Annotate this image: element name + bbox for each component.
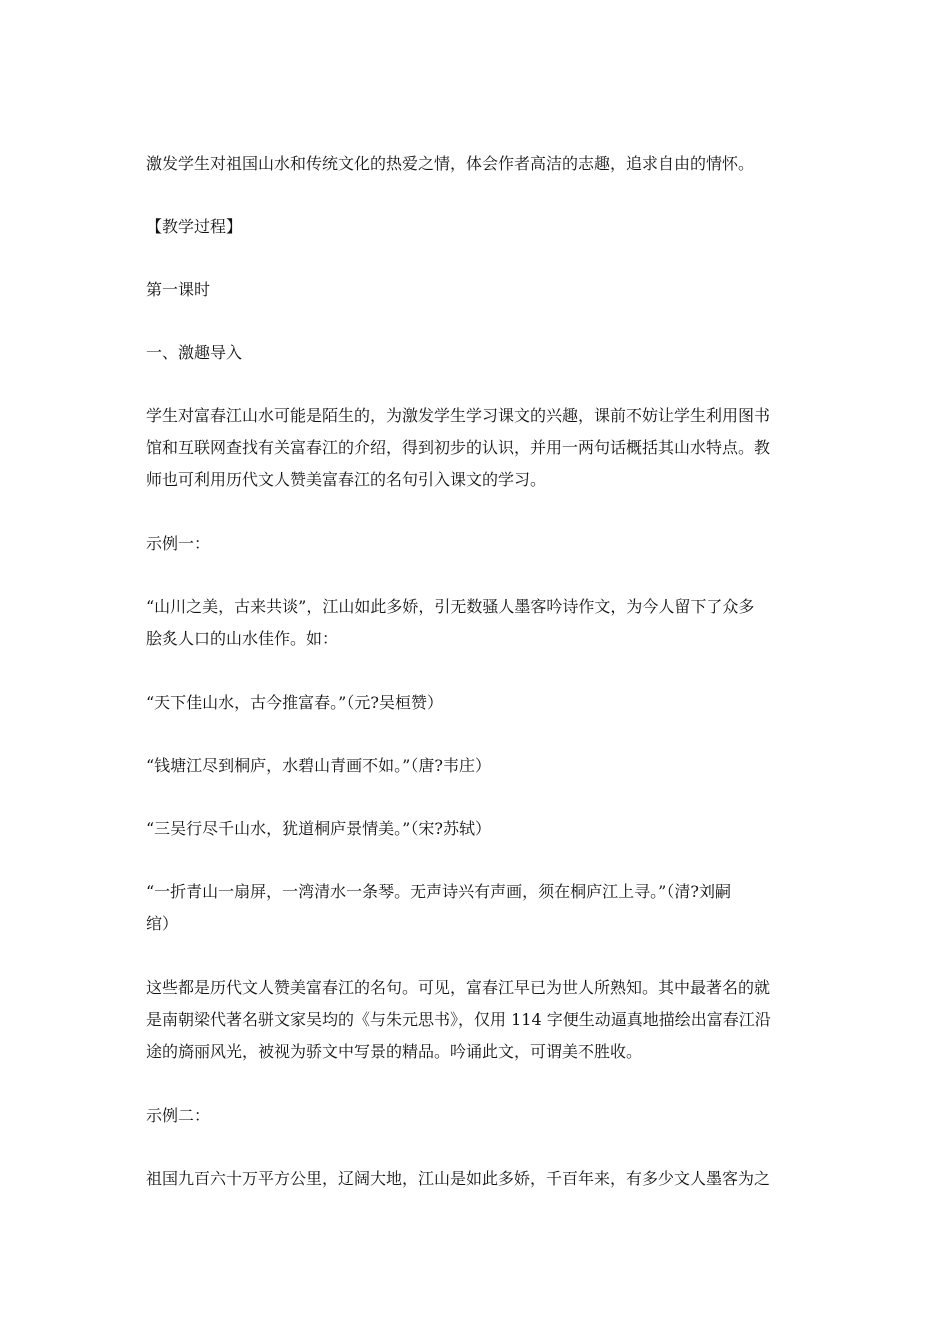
summary-paragraph — [146, 972, 810, 1068]
quote-line — [146, 687, 810, 718]
document-body — [146, 148, 810, 1226]
text-line: 示例二： — [146, 1106, 211, 1125]
first-lesson-heading — [146, 274, 810, 305]
text-line: “天下佳山水，古今推富春。”（元?吴桓赞） — [146, 693, 443, 712]
quote-line — [146, 813, 810, 844]
text-line: 【教学过程】 — [146, 217, 243, 236]
example-two-label — [146, 1100, 810, 1131]
teaching-process-heading — [146, 211, 810, 242]
text-line: 学生对富春江山水可能是陌生的，为激发学生学习课文的兴趣，课前不妨让学生利用图书 — [146, 406, 771, 425]
text-line: “山川之美，古来共谈”，江山如此多娇，引无数骚人墨客吟诗作文，为今人留下了众多 — [146, 597, 755, 616]
example-one-label — [146, 528, 810, 559]
text-line: 脍炙人口的山水佳作。如： — [146, 629, 339, 648]
text-line: 绾） — [146, 914, 179, 933]
intro-paragraph — [146, 400, 810, 496]
section-one-heading — [146, 337, 810, 368]
text-line: 途的旖丽风光，被视为骄文中写景的精品。吟诵此文，可谓美不胜收。 — [146, 1042, 643, 1061]
text-line: 祖国九百六十万平方公里，辽阔大地，江山是如此多娇，千百年来，有多少文人墨客为之 — [146, 1169, 771, 1188]
teaching-goal-paragraph — [146, 148, 810, 179]
quote-line — [146, 876, 810, 940]
text-line: 激发学生对祖国山水和传统文化的热爱之情，体会作者高洁的志趣，追求自由的情怀。 — [146, 154, 755, 173]
text-line: 第一课时 — [146, 280, 211, 299]
text-line: “钱塘江尽到桐庐，水碧山青画不如。”（唐?韦庄） — [146, 756, 491, 775]
quote-line — [146, 750, 810, 781]
text-line: “一折青山一扇屏，一湾清水一条琴。无声诗兴有声画，须在桐庐江上寻。”（清?刘嗣 — [146, 882, 731, 901]
example-two-paragraph — [146, 1163, 810, 1194]
text-line: 一、激趣导入 — [146, 343, 243, 362]
text-line: 是南朝梁代著名骈文家吴均的《与朱元思书》，仅用 114 字便生动逼真地描绘出富春江沿 — [146, 1010, 771, 1029]
text-line: 这些都是历代文人赞美富春江的名句。可见，富春江早已为世人所熟知。其中最著名的就 — [146, 978, 771, 997]
text-line: 馆和互联网查找有关富春江的介绍，得到初步的认识，并用一两句话概括其山水特点。教 — [146, 438, 771, 457]
text-line: 示例一： — [146, 534, 211, 553]
text-line: 师也可利用历代文人赞美富春江的名句引入课文的学习。 — [146, 470, 547, 489]
text-line: “三吴行尽千山水，犹道桐庐景情美。”（宋?苏轼） — [146, 819, 491, 838]
example-one-paragraph — [146, 591, 810, 655]
